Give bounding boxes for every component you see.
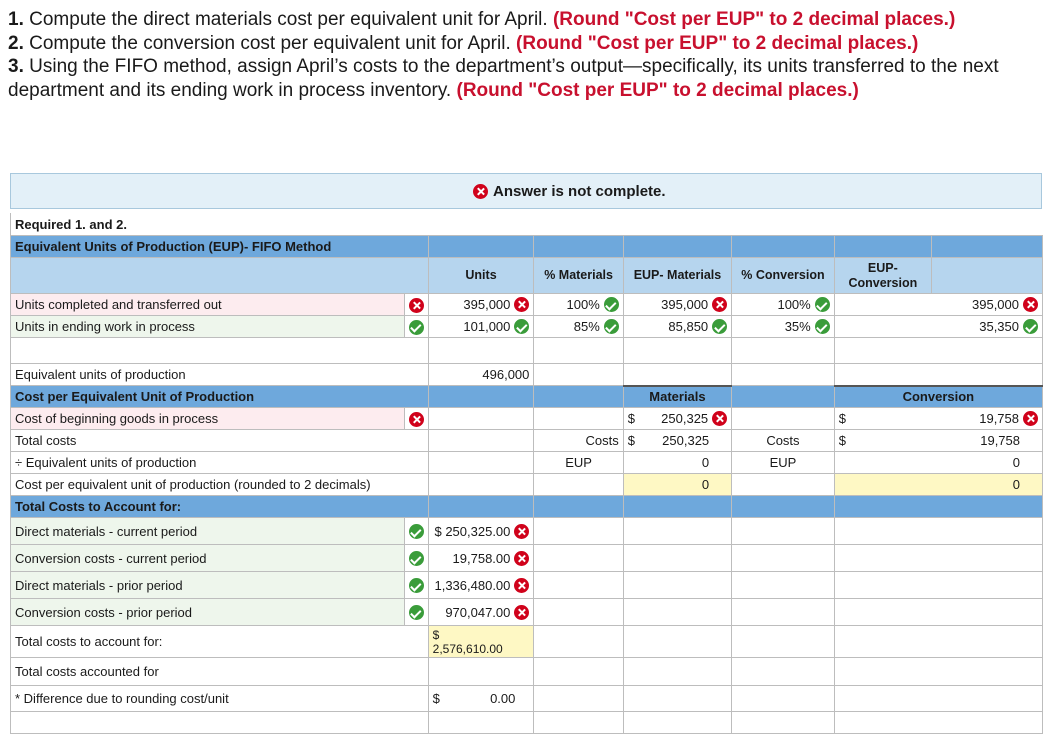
eup-worksheet-table: [10, 213, 1043, 734]
q3-number: 3.: [8, 56, 24, 77]
correct-icon: [409, 551, 424, 566]
incorrect-icon: [1023, 297, 1038, 312]
section-title: Equivalent Units of Production (EUP)- FIFO Method: [11, 236, 429, 258]
correct-icon: [712, 319, 727, 334]
cc-prior-input[interactable]: 970,047.00: [428, 599, 534, 626]
table-row: [11, 658, 1043, 686]
col-eup-materials: EUP- Materials: [623, 258, 731, 294]
row-label: Direct materials - current period: [11, 518, 405, 545]
table-row: [11, 572, 1043, 599]
table-row: [11, 408, 1043, 430]
eup-conversion-ending-input[interactable]: 35,350: [834, 316, 1042, 338]
instructions: [8, 8, 1038, 102]
cost-section-title: Cost per Equivalent Unit of Production: [11, 386, 429, 408]
q3-text: Using the FIFO method, assign April’s costs to the department’s output—specifically, its units transferred to the next department and its ending work in process inventory.: [8, 56, 999, 101]
row-label: Total costs: [11, 430, 429, 452]
total-costs-accounted: [428, 658, 534, 686]
incorrect-icon: [514, 578, 529, 593]
col-eup-conversion: EUP- Conversion: [834, 258, 931, 294]
dm-current-input[interactable]: $ 250,325.00: [428, 518, 534, 545]
total-costs-materials: 250,325: [662, 433, 710, 448]
incorrect-icon: [1023, 411, 1038, 426]
row-label: Units in ending work in process: [11, 316, 405, 338]
total-costs-to-account: $ 2,576,610.00: [428, 626, 534, 658]
total-section-row: [11, 496, 1043, 518]
beginning-conversion-input[interactable]: $ 19,758: [834, 408, 1042, 430]
table-row: [11, 599, 1043, 626]
cost-per-eup-conversion: 0: [834, 474, 1042, 496]
pct-conversion-ending-input[interactable]: 35%: [732, 316, 835, 338]
table-row: [11, 364, 1043, 386]
incorrect-icon: [514, 297, 529, 312]
units-completed-input[interactable]: 395,000: [428, 294, 534, 316]
correct-icon: [815, 297, 830, 312]
blank-row: [11, 338, 1043, 364]
pct-materials-completed-input[interactable]: 100%: [534, 294, 623, 316]
units-ending-input[interactable]: 101,000: [428, 316, 534, 338]
eup-conversion-total-input[interactable]: [834, 364, 1042, 386]
incorrect-icon: [514, 605, 529, 620]
incorrect-icon: [409, 298, 424, 313]
correct-icon: [409, 524, 424, 539]
incorrect-icon: [514, 524, 529, 539]
q2-number: 2.: [8, 32, 24, 54]
row-label: Cost per equivalent unit of production (rounded to 2 decimals): [11, 474, 429, 496]
table-row: Total costs Costs $ 250,325 Costs $ 19,758: [11, 430, 1043, 452]
table-row: [11, 474, 1043, 496]
table-row: [11, 316, 1043, 338]
pct-materials-ending-input[interactable]: 85%: [534, 316, 623, 338]
eup-label: EUP: [534, 452, 623, 474]
conversion-column-label: Conversion: [834, 386, 1042, 408]
answer-status-text: Answer is not complete.: [493, 183, 666, 200]
incorrect-icon: [473, 184, 488, 199]
row-label: Units completed and transferred out: [11, 294, 405, 316]
costs-label: Costs: [732, 430, 835, 452]
col-pct-conversion: % Conversion: [732, 258, 835, 294]
table-row: [11, 686, 1043, 712]
table-title-row: [11, 214, 1043, 236]
cost-per-eup-materials: 0: [623, 474, 731, 496]
q2-note: (Round "Cost per EUP" to 2 decimal places.): [516, 32, 919, 54]
row-label: Conversion costs - current period: [11, 545, 405, 572]
difference-rounding: $ 0.00: [428, 686, 534, 712]
eup-materials-completed-input[interactable]: 395,000: [623, 294, 731, 316]
incorrect-icon: [712, 411, 727, 426]
row-label: Cost of beginning goods in process: [11, 408, 405, 430]
row-label: Total costs to account for:: [11, 626, 429, 658]
total-costs-conversion: 19,758: [980, 433, 1020, 448]
incorrect-icon: [409, 412, 424, 427]
divide-materials: 0: [623, 452, 731, 474]
column-header-row: [11, 258, 1043, 294]
eup-label: EUP: [732, 452, 835, 474]
correct-icon: [1023, 319, 1038, 334]
cost-section-row: [11, 386, 1043, 408]
q2-text: Compute the conversion cost per equivalent unit for April.: [23, 32, 517, 54]
q1-text: Compute the direct materials cost per equivalent unit for April.: [23, 9, 553, 30]
total-section-title: Total Costs to Account for:: [11, 496, 429, 518]
correct-icon: [815, 319, 830, 334]
col-units: Units: [428, 258, 534, 294]
eup-materials-total-input[interactable]: [623, 364, 731, 386]
answer-status-banner: [10, 173, 1042, 209]
correct-icon: [514, 319, 529, 334]
table-row: [11, 452, 1043, 474]
row-label: Conversion costs - prior period: [11, 599, 405, 626]
eup-conversion-completed-input[interactable]: 395,000: [834, 294, 1042, 316]
table-row: [11, 626, 1043, 658]
beginning-materials-input[interactable]: $ 250,325: [623, 408, 731, 430]
row-label: Total costs accounted for: [11, 658, 429, 686]
dm-prior-input[interactable]: 1,336,480.00: [428, 572, 534, 599]
eup-total-units: 496,000: [428, 364, 534, 386]
row-label: * Difference due to rounding cost/unit: [11, 686, 429, 712]
q3-note: (Round "Cost per EUP" to 2 decimal places.): [456, 79, 859, 101]
correct-icon: [409, 320, 424, 335]
incorrect-icon: [514, 551, 529, 566]
pct-conversion-completed-input[interactable]: 100%: [732, 294, 835, 316]
correct-icon: [604, 297, 619, 312]
divide-conversion: 0: [834, 452, 1042, 474]
col-pct-materials: % Materials: [534, 258, 623, 294]
q1-number: 1.: [8, 9, 24, 30]
q1-note: (Round "Cost per EUP" to 2 decimal places.): [552, 9, 956, 30]
section-title-row: [11, 236, 1043, 258]
correct-icon: [409, 578, 424, 593]
row-label: ÷ Equivalent units of production: [11, 452, 429, 474]
table-row: [11, 294, 1043, 316]
cc-current-input[interactable]: 19,758.00: [428, 545, 534, 572]
correct-icon: [604, 319, 619, 334]
table-row: [11, 545, 1043, 572]
row-label: Direct materials - prior period: [11, 572, 405, 599]
eup-materials-ending-input[interactable]: 85,850: [623, 316, 731, 338]
table-title: Required 1. and 2.: [11, 214, 1043, 236]
materials-column-label: Materials: [623, 386, 731, 408]
table-row: [11, 518, 1043, 545]
row-label: Equivalent units of production: [11, 364, 429, 386]
costs-label: Costs: [534, 430, 623, 452]
incorrect-icon: [712, 297, 727, 312]
correct-icon: [409, 605, 424, 620]
